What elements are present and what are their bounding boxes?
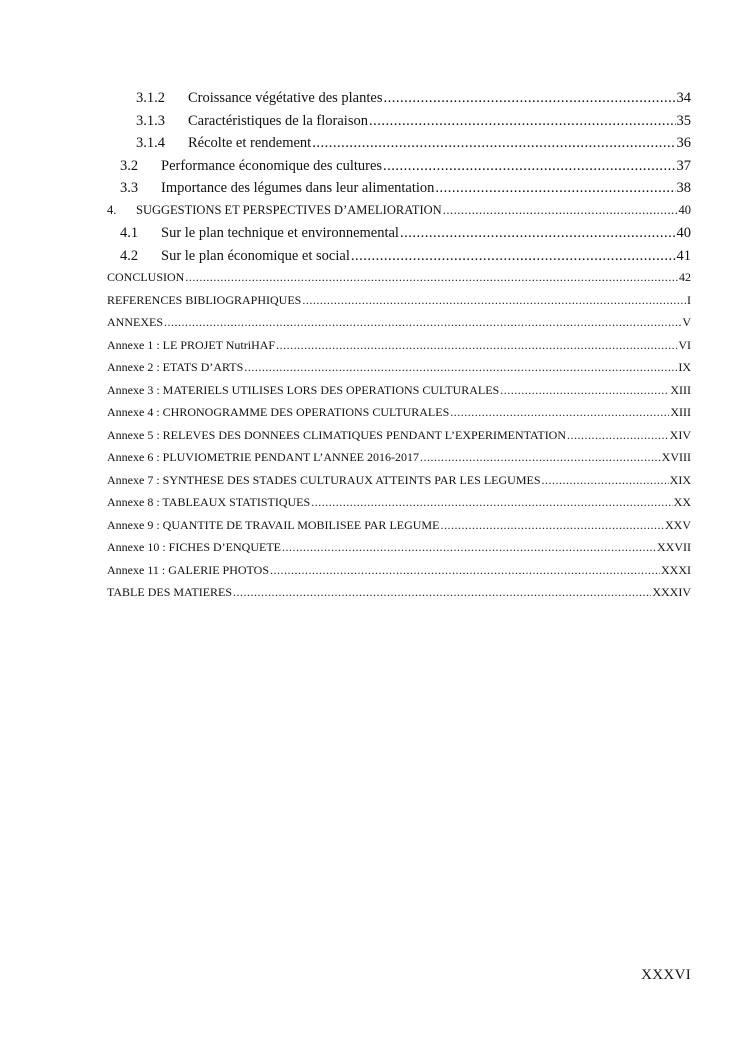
dot-leader — [383, 90, 675, 107]
toc-entry[interactable] — [107, 225, 691, 248]
dot-leader — [311, 495, 672, 510]
toc-entry-page: 40 — [678, 202, 691, 217]
dot-leader — [443, 203, 678, 218]
toc-entry[interactable] — [107, 248, 691, 271]
toc-entry-title: Annexe 2 : ETATS D’ARTS — [107, 360, 244, 374]
toc-entry[interactable] — [107, 338, 691, 361]
dot-leader — [500, 383, 669, 398]
dot-leader — [312, 135, 675, 152]
toc-entry-page: 41 — [676, 247, 691, 264]
toc-entry-number: 3.3 — [120, 180, 139, 196]
dot-leader — [233, 585, 651, 600]
toc-entry-title: Annexe 6 : PLUVIOMETRIE PENDANT L’ANNEE 2016-2017 — [107, 450, 419, 464]
toc-entry-number: 4.2 — [120, 247, 139, 264]
toc-entry-number: 3.1.2 — [136, 90, 165, 106]
toc-entry-page: IX — [678, 360, 691, 374]
toc-entry-page: 36 — [676, 135, 691, 151]
toc-entry-title: SUGGESTIONS ET PERSPECTIVES D’AMELIORATION — [136, 202, 442, 217]
dot-leader — [351, 248, 676, 265]
toc-entry-title: Annexe 3 : MATERIELS UTILISES LORS DES OPERATIONS CULTURALES — [107, 382, 500, 397]
toc-entry-page: XIII — [670, 382, 691, 397]
toc-entry-title: ANNEXES — [107, 315, 163, 329]
toc-entry-page: 37 — [676, 157, 691, 174]
toc-entry-title: TABLE DES MATIERES — [107, 585, 233, 599]
toc-entry-title: Annexe 8 : TABLEAUX STATISTIQUES — [107, 495, 311, 509]
dot-leader — [567, 428, 669, 443]
toc-entry-title: Performance économique des cultures — [161, 157, 383, 174]
toc-entry[interactable] — [107, 518, 691, 541]
toc-entry[interactable] — [107, 203, 691, 226]
page-number: XXXVI — [641, 967, 691, 983]
toc-entry-number: 3.2 — [120, 157, 139, 174]
toc-entry-page: 40 — [676, 225, 691, 241]
toc-entry-title: Annexe 11 : GALERIE PHOTOS — [107, 562, 269, 577]
toc-entry-title: Annexe 1 : LE PROJET NutriHAF — [107, 337, 276, 352]
dot-leader — [542, 473, 669, 488]
toc-entry-page: XVIII — [661, 450, 691, 464]
toc-entry-page: XIII — [670, 405, 691, 419]
dot-leader — [450, 405, 669, 420]
toc-entry[interactable] — [107, 90, 691, 113]
toc-entry-page: XXVII — [657, 540, 691, 554]
dot-leader — [276, 338, 677, 353]
toc-entry[interactable] — [107, 495, 691, 518]
toc-entry-title: Annexe 9 : QUANTITE DE TRAVAIL MOBILISEE PAR LEGUME — [107, 517, 440, 532]
toc-entry-page: XIV — [669, 427, 691, 442]
table-of-contents — [107, 90, 691, 608]
dot-leader — [282, 540, 656, 555]
dot-leader — [435, 180, 675, 197]
dot-leader — [440, 518, 664, 533]
toc-entry[interactable] — [107, 450, 691, 473]
toc-entry-title: Sur le plan économique et social — [161, 247, 350, 264]
toc-entry[interactable] — [107, 293, 691, 316]
dot-leader — [164, 315, 681, 330]
toc-entry[interactable] — [107, 315, 691, 338]
toc-entry-page: 35 — [676, 112, 691, 129]
toc-entry-page: V — [682, 315, 691, 329]
toc-entry-page: 38 — [676, 180, 691, 196]
toc-entry-title: Annexe 7 : SYNTHESE DES STADES CULTURAUX ATTEINTS PAR LES LEGUMES — [107, 472, 541, 487]
toc-entry-page: XXXI — [661, 562, 691, 577]
toc-entry[interactable] — [107, 158, 691, 181]
toc-entry-page: XXXIV — [652, 585, 691, 599]
toc-entry-title: Annexe 10 : FICHES D’ENQUETE — [107, 540, 281, 554]
toc-entry[interactable] — [107, 135, 691, 158]
toc-entry-title: Annexe 5 : RELEVES DES DONNEES CLIMATIQUES PENDANT L’EXPERIMENTATION — [107, 427, 567, 442]
toc-entry-title: Annexe 4 : CHRONOGRAMME DES OPERATIONS CULTURALES — [107, 405, 450, 419]
toc-entry-title: Croissance végétative des plantes — [188, 90, 383, 106]
toc-entry-number: 4. — [107, 202, 117, 217]
toc-entry[interactable] — [107, 473, 691, 496]
dot-leader — [185, 270, 678, 285]
dot-leader — [302, 293, 686, 308]
toc-entry-number: 3.1.4 — [136, 135, 165, 151]
dot-leader — [400, 225, 676, 242]
toc-entry-number: 4.1 — [120, 225, 139, 241]
toc-entry-page: 42 — [679, 270, 691, 284]
toc-entry-title: Caractéristiques de la floraison — [188, 112, 368, 129]
toc-entry-title: Récolte et rendement — [188, 135, 312, 151]
toc-entry[interactable] — [107, 540, 691, 563]
toc-entry-title: Sur le plan technique et environnemental — [161, 225, 399, 241]
toc-entry[interactable] — [107, 360, 691, 383]
toc-entry-page: I — [687, 292, 691, 307]
dot-leader — [244, 360, 677, 375]
toc-entry-title: Importance des légumes dans leur alimentation — [161, 180, 435, 196]
toc-entry[interactable] — [107, 405, 691, 428]
toc-entry[interactable] — [107, 383, 691, 406]
toc-entry-title: CONCLUSION — [107, 270, 185, 284]
toc-entry-page: XXV — [665, 517, 691, 532]
toc-entry[interactable] — [107, 563, 691, 586]
dot-leader — [383, 158, 675, 175]
toc-entry[interactable] — [107, 585, 691, 608]
dot-leader — [420, 450, 661, 465]
toc-entry-page: XX — [673, 495, 691, 509]
toc-entry-page: XIX — [669, 472, 691, 487]
dot-leader — [270, 563, 660, 578]
toc-entry[interactable] — [107, 428, 691, 451]
toc-entry[interactable] — [107, 113, 691, 136]
toc-entry-title: REFERENCES BIBLIOGRAPHIQUES — [107, 292, 302, 307]
toc-entry[interactable] — [107, 270, 691, 293]
toc-entry-page: VI — [678, 337, 691, 352]
toc-entry-number: 3.1.3 — [136, 112, 165, 129]
toc-entry-page: 34 — [676, 90, 691, 106]
dot-leader — [369, 113, 676, 130]
toc-entry[interactable] — [107, 180, 691, 203]
